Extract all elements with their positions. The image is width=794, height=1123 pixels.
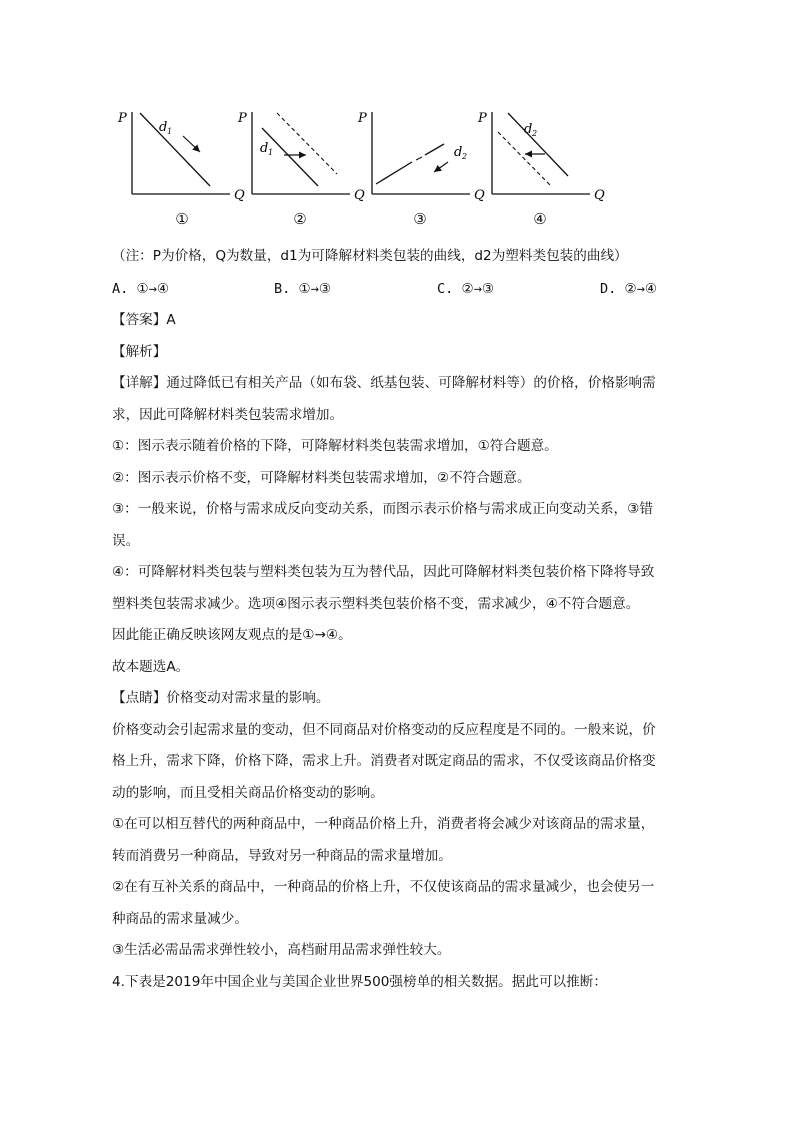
key-point-heading: 【点睛】价格变动对需求量的影响。 — [112, 690, 330, 706]
q-label: Q — [594, 188, 605, 203]
figure-2-graph — [232, 98, 365, 208]
original-curve — [508, 113, 568, 176]
figure-3-graph — [352, 98, 485, 208]
option-b: B. ①→③ — [274, 281, 332, 297]
curve-label: d — [159, 120, 168, 135]
figure-4 — [472, 98, 605, 233]
shifted-curve — [277, 113, 337, 174]
detail-line: ②：图示表示价格不变，可降解材料类包装需求增加，②不符合题意。 — [112, 469, 531, 486]
detail-line: 【详解】通过降低已有相关产品（如布袋、纸基包装、可降解材料等）的价格，价格影响需 — [112, 375, 656, 391]
figure-2 — [232, 98, 365, 233]
original-curve — [262, 128, 318, 186]
curve-label: d — [524, 122, 533, 137]
next-question: 4.下表是2019年中国企业与美国企业世界500强榜单的相关数据。据此可以推断： — [112, 973, 607, 990]
q-label: Q — [474, 188, 485, 203]
curve-subscript: 1 — [167, 127, 173, 136]
p-label: P — [478, 111, 487, 126]
q-label: Q — [354, 188, 365, 203]
figure-3 — [352, 98, 485, 233]
figure-number: ① — [175, 210, 189, 228]
answer-options — [112, 274, 692, 305]
key-point-line: 价格变动会引起需求量的变动，但不同商品对价格变动的反应程度是不同的。一般来说，价 — [112, 721, 656, 738]
detail-line: 因此能正确反映该网友观点的是①→④。 — [112, 627, 352, 643]
demand-curve — [140, 113, 210, 186]
key-point-line: ③生活必需品需求弹性较小，高档耐用品需求弹性较大。 — [112, 942, 451, 958]
curve-label: d — [260, 141, 269, 156]
figure-number: ④ — [533, 210, 547, 228]
curve-subscript: 1 — [268, 148, 274, 157]
figures-row — [112, 98, 612, 238]
option-d: D. ②→④ — [600, 281, 658, 297]
key-point-line: 种商品的需求量减少。 — [112, 910, 248, 927]
key-point-line: 动的影响，而且受相关商品价格变动的影响。 — [112, 784, 384, 801]
key-point-line: 格上升，需求下降，价格下降，需求上升。消费者对既定商品的需求，不仅受该商品价格变 — [112, 753, 656, 769]
shifted-curve — [498, 132, 552, 187]
figure-number: ② — [293, 210, 307, 228]
p-label: P — [118, 111, 127, 126]
figure-1-graph — [112, 98, 245, 208]
answer-line: 【答案】A — [112, 312, 176, 328]
key-point-line: ①在可以相互替代的两种商品中，一种商品价格上升，消费者将会减少对该商品的需求量， — [112, 816, 655, 832]
figure-1 — [112, 98, 245, 233]
movement-arrow — [434, 162, 448, 172]
figure-4-graph — [472, 98, 605, 208]
detail-line: ③：一般来说，价格与需求成反向变动关系，而图示表示价格与需求成正向变动关系，③错 — [112, 501, 653, 517]
p-label: P — [358, 111, 367, 126]
option-c: C. ②→③ — [437, 281, 495, 297]
key-point-line: ②在有互补关系的商品中，一种商品的价格上升，不仅使该商品的需求量减少，也会使另一 — [112, 879, 655, 895]
curve-gap-mark — [416, 157, 422, 160]
option-a: A. ①→④ — [112, 281, 170, 297]
curve-label: d — [454, 145, 463, 160]
detail-line: ①：图示表示随着价格的下降，可降解材料类包装需求增加，①符合题意。 — [112, 438, 558, 454]
analysis-heading: 【解析】 — [112, 343, 167, 360]
curve-subscript: 2 — [462, 152, 468, 161]
figure-number: ③ — [413, 210, 427, 228]
q-label: Q — [234, 188, 245, 203]
figure-note — [112, 241, 692, 273]
supply-like-curve-right — [425, 144, 444, 155]
detail-line: 塑料类包装需求减少。选项④图示表示塑料类包装价格不变，需求减少，④不符合题意。 — [112, 595, 640, 612]
p-label: P — [238, 111, 247, 126]
detail-line: 故本题选A。 — [112, 658, 190, 675]
curve-subscript: 2 — [532, 129, 538, 138]
note-text: （注：P为价格，Q为数量，d1为可降解材料类包装的曲线，d2为塑料类包装的曲线） — [112, 248, 628, 264]
detail-line: 误。 — [112, 532, 140, 549]
shift-arrow — [183, 136, 200, 152]
supply-like-curve-left — [376, 162, 412, 184]
detail-line: ④：可降解材料类包装与塑料类包装为互为替代品，因此可降解材料类包装价格下降将导致 — [112, 564, 655, 580]
detail-line: 求，因此可降解材料类包装需求增加。 — [112, 406, 344, 423]
explanation-body — [112, 305, 692, 998]
key-point-line: 转而消费另一种商品，导致对另一种商品的需求量增加。 — [112, 847, 452, 864]
